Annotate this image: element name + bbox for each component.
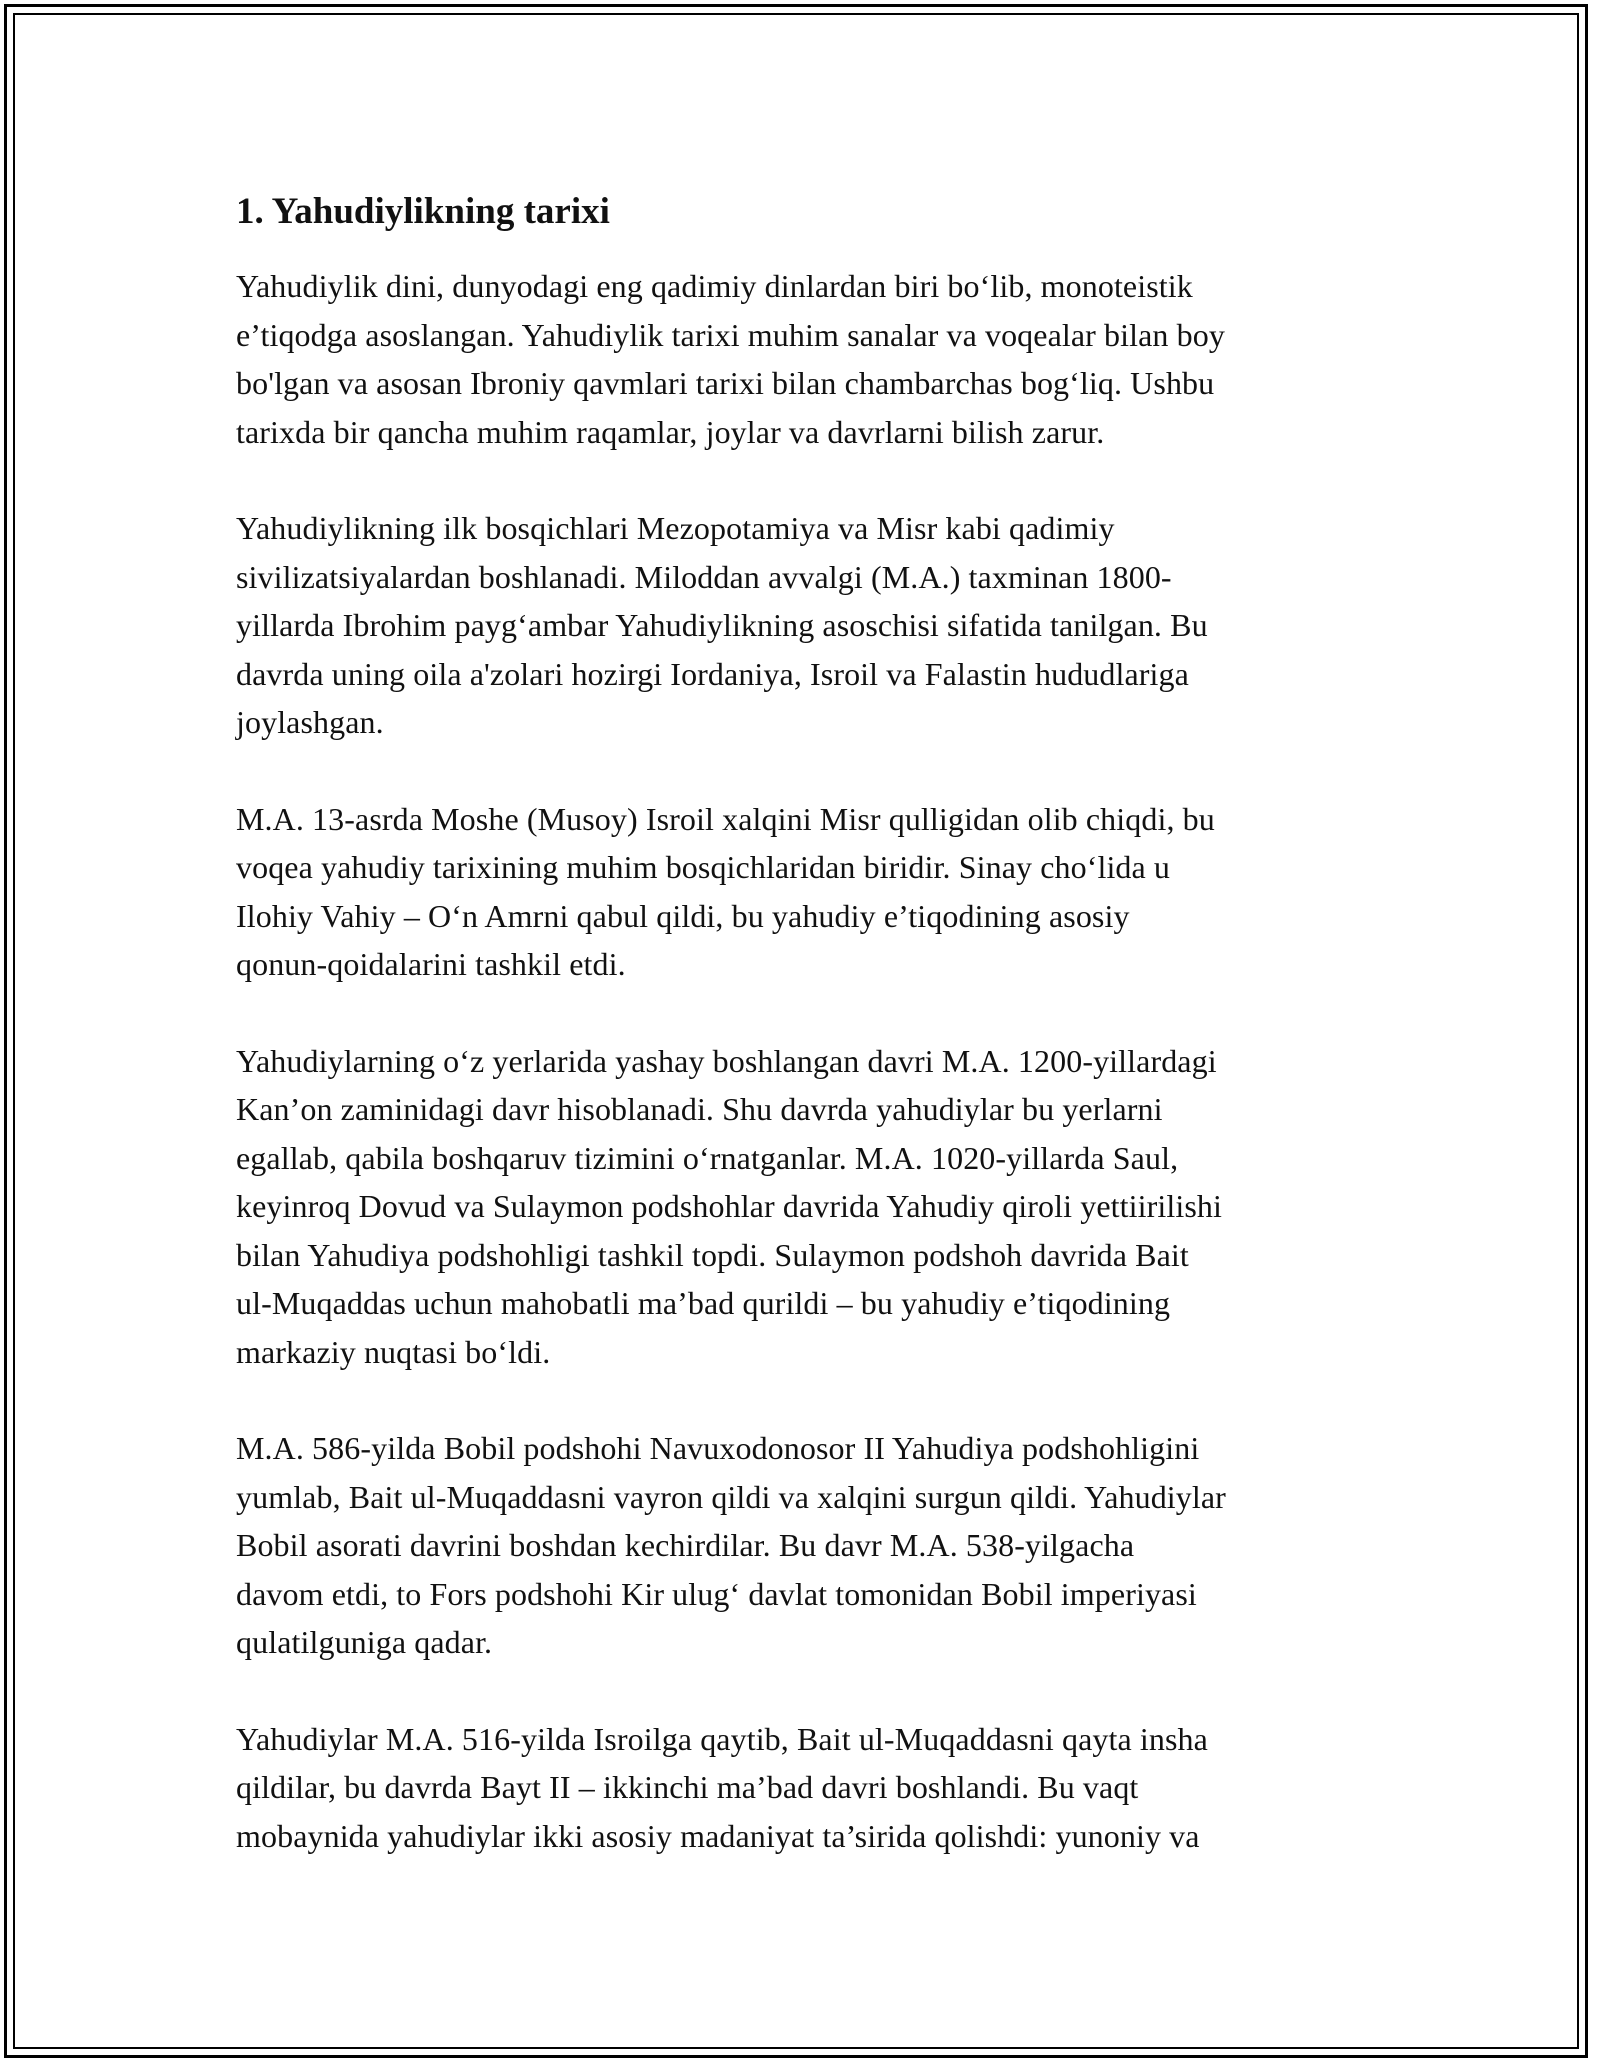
paragraph-line: voqea yahudiy tarixining muhim bosqichlaridan biridir. Sinay cho‘lida u xyxy=(236,849,1171,885)
paragraph-line: Yahudiylik dini, dunyodagi eng qadimiy dinlardan biri bo‘lib, monoteistik xyxy=(236,268,1193,304)
paragraph-line: davom etdi, to Fors podshohi Kir ulug‘ davlat tomonidan Bobil imperiyasi xyxy=(236,1575,1197,1612)
paragraph-line: sivilizatsiyalardan boshlanadi. Miloddan avvalgi (M.A.) taxminan 1800- xyxy=(236,558,1172,595)
paragraph-5 xyxy=(236,1424,1386,1667)
paragraph-line: Yahudiylarning o‘z yerlarida yashay boshlangan davri M.A. 1200-yillardagi xyxy=(236,1042,1217,1079)
paragraph-line: mobaynida yahudiylar ikki asosiy madaniyat ta’sirida qolishdi: yunoniy va xyxy=(236,1817,1200,1854)
paragraph-line: ul-Muqaddas uchun mahobatli ma’bad qurildi – bu yahudiy e’tiqodining xyxy=(236,1285,1171,1321)
paragraph-line: Ilohiy Vahiy – O‘n Amrni qabul qildi, bu yahudiy e’tiqodining asosiy xyxy=(236,897,1130,934)
paragraph-line: joylashgan. xyxy=(236,704,384,740)
paragraph-line: qildilar, bu davrda Bayt II – ikkinchi ma’bad davri boshlandi. Bu vaqt xyxy=(236,1769,1139,1805)
paragraph-line: M.A. 13-asrda Moshe (Musoy) Isroil xalqini Misr qulligidan olib chiqdi, bu xyxy=(236,800,1215,837)
paragraph-1 xyxy=(236,262,1386,456)
paragraph-line: bilan Yahudiya podshohligi tashkil topdi. Sulaymon podshoh davrida Bait xyxy=(236,1236,1189,1273)
paragraph-line: Yahudiylar M.A. 516-yilda Isroilga qaytib, Bait ul-Muqaddasni qayta insha xyxy=(236,1720,1208,1757)
document-body xyxy=(236,186,1386,1908)
paragraph-4 xyxy=(236,1037,1386,1377)
paragraph-line: bo'lgan va asosan Ibroniy qavmlari tarixi bilan chambarchas bog‘liq. Ushbu xyxy=(236,365,1215,401)
paragraph-line: Bobil asorati davrini boshdan kechirdilar. Bu davr M.A. 538-yilgacha xyxy=(236,1527,1135,1563)
paragraph-line: qonun-qoidalarini tashkil etdi. xyxy=(236,946,626,982)
paragraph-line: qulatilguniga qadar. xyxy=(236,1624,493,1660)
paragraph-3 xyxy=(236,795,1386,989)
paragraph-line: M.A. 586-yilda Bobil podshohi Navuxodonosor II Yahudiya podshohligini xyxy=(236,1430,1200,1466)
paragraph-line: markaziy nuqtasi bo‘ldi. xyxy=(236,1333,551,1370)
paragraph-line: yumlab, Bait ul-Muqaddasni vayron qildi va xalqini surgun qildi. Yahudiylar xyxy=(236,1478,1226,1515)
paragraph-line: egallab, qabila boshqaruv tizimini o‘rnatganlar. M.A. 1020-yillarda Saul, xyxy=(236,1139,1179,1176)
section-heading: 1. Yahudiylikning tarixi xyxy=(236,191,610,232)
paragraph-line: davrda uning oila a'zolari hozirgi Iordaniya, Isroil va Falastin hududlariga xyxy=(236,655,1189,692)
paragraph-line: Kan’on zaminidagi davr hisoblanadi. Shu davrda yahudiylar bu yerlarni xyxy=(236,1091,1163,1127)
paragraph-line: tarixda bir qancha muhim raqamlar, joylar va davrlarni bilish zarur. xyxy=(236,413,1105,450)
paragraph-2 xyxy=(236,504,1386,747)
paragraph-line: keyinroq Dovud va Sulaymon podshohlar davrida Yahudiy qiroli yettiirilishi xyxy=(236,1188,1222,1224)
paragraph-line: Yahudiylikning ilk bosqichlari Mezopotamiya va Misr kabi qadimiy xyxy=(236,510,1115,546)
paragraph-6 xyxy=(236,1715,1386,1861)
paragraph-line: yillarda Ibrohim payg‘ambar Yahudiylikning asoschisi sifatida tanilgan. Bu xyxy=(236,607,1208,643)
paragraph-line: e’tiqodga asoslangan. Yahudiylik tarixi muhim sanalar va voqealar bilan boy xyxy=(236,316,1225,353)
